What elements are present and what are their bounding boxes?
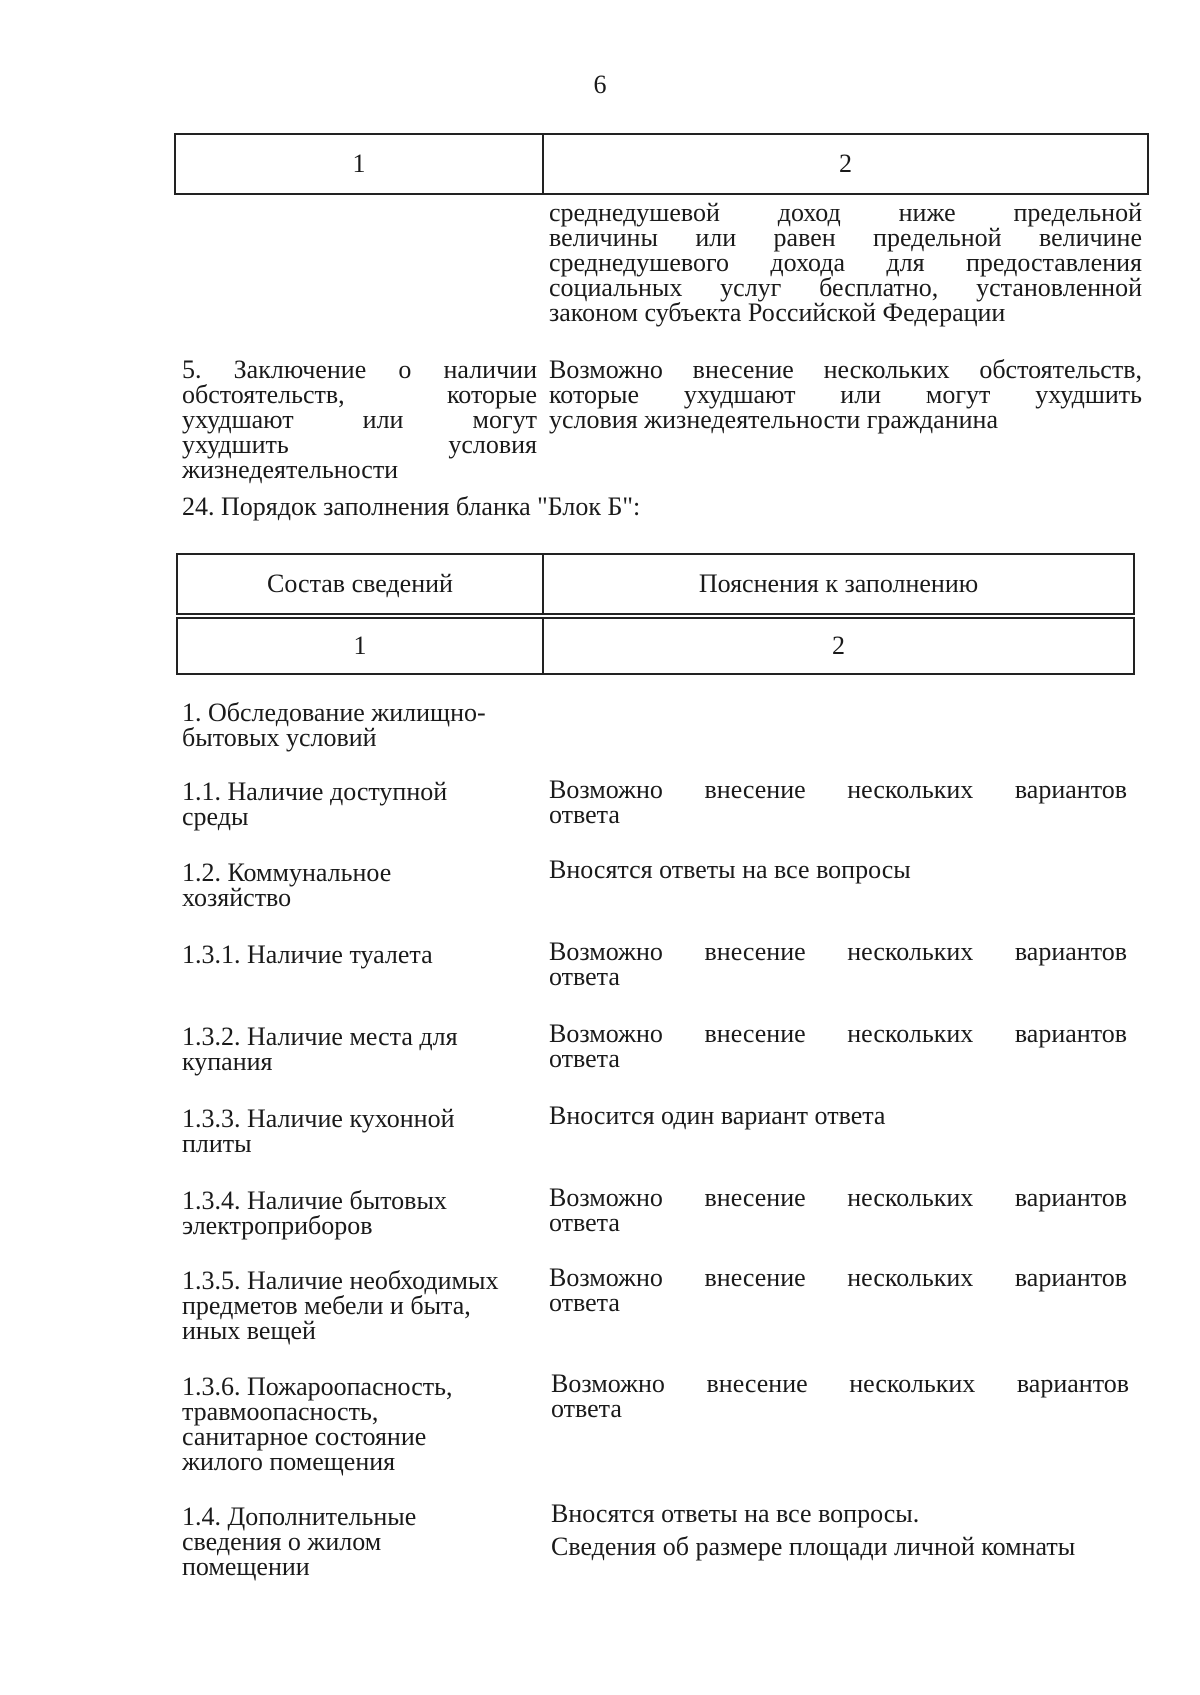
text-line: жизнедеятельности bbox=[182, 455, 399, 484]
text-line: хозяйство bbox=[182, 883, 292, 912]
text-line: купания bbox=[182, 1047, 273, 1076]
block-b-col2-title: Пояснения к заполнению bbox=[698, 569, 979, 598]
text-line: Возможно внесение нескольких вариантов bbox=[549, 1263, 1127, 1292]
block-b-col2-number-cell bbox=[542, 617, 1135, 675]
text-line: обстоятельств, которые bbox=[182, 380, 537, 409]
text-line: Вносятся ответы на все вопросы. bbox=[551, 1499, 920, 1528]
text-line: Вносится один вариант ответа bbox=[549, 1101, 886, 1130]
text-line: 5. Заключение о наличии bbox=[182, 355, 537, 384]
row-explanation bbox=[549, 1021, 1127, 1071]
row-explanation bbox=[549, 1103, 1127, 1128]
block-b-col1-title: Состав сведений bbox=[267, 569, 453, 598]
text-line: жилого помещения bbox=[182, 1447, 396, 1476]
section-heading: 24. Порядок заполнения бланка "Блок Б": bbox=[182, 492, 641, 521]
text-line: среднедушевой доход ниже предельной bbox=[549, 198, 1142, 227]
text-line: 1.2. Коммунальное bbox=[182, 858, 392, 887]
text-line: 1.3.6. Пожароопасность, bbox=[182, 1372, 453, 1401]
top-table-col1-number: 1 bbox=[352, 149, 366, 178]
row-label bbox=[182, 1106, 542, 1156]
text-line: Возможно внесение нескольких вариантов bbox=[549, 775, 1127, 804]
top-table-col2-header bbox=[542, 133, 1149, 195]
text-line: законом субъекта Российской Федерации bbox=[549, 298, 1006, 327]
row-label bbox=[182, 942, 542, 967]
text-line: 1.3.1. Наличие туалета bbox=[182, 940, 433, 969]
row-explanation bbox=[551, 1371, 1129, 1421]
text-line: социальных услуг бесплатно, установленной bbox=[549, 273, 1142, 302]
text-line: условия жизнедеятельности гражданина bbox=[549, 405, 998, 434]
row5-left-cell bbox=[182, 357, 537, 482]
text-line: ответа bbox=[549, 1288, 620, 1317]
block-b-col1-header bbox=[176, 553, 544, 615]
text-line: Сведения об размере площади личной комнаты bbox=[551, 1532, 1076, 1561]
text-line: ответа bbox=[551, 1394, 622, 1423]
text-line: 1. Обследование жилищно- bbox=[182, 698, 486, 727]
text-line: электроприборов bbox=[182, 1211, 373, 1240]
text-line: Возможно внесение нескольких вариантов bbox=[549, 937, 1127, 966]
top-table-col1-header bbox=[174, 133, 544, 195]
text-line: Возможно внесение нескольких обстоятельств, bbox=[549, 355, 1142, 384]
text-line: ответа bbox=[549, 800, 620, 829]
row-label bbox=[182, 1268, 544, 1343]
page-number: 6 bbox=[593, 70, 607, 99]
row-label bbox=[182, 1188, 542, 1238]
row-explanation bbox=[549, 1265, 1127, 1315]
row5-right-cell bbox=[549, 357, 1142, 432]
text-line: Возможно внесение нескольких вариантов bbox=[549, 1019, 1127, 1048]
row-label bbox=[182, 1024, 542, 1074]
block-b-col1-number: 1 bbox=[353, 631, 367, 660]
text-line: 1.1. Наличие доступной bbox=[182, 777, 448, 806]
row-explanation bbox=[549, 777, 1127, 827]
text-line: 1.3.3. Наличие кухонной bbox=[182, 1104, 455, 1133]
row-label bbox=[182, 779, 542, 829]
text-line: помещении bbox=[182, 1552, 310, 1581]
text-line: иных вещей bbox=[182, 1316, 316, 1345]
row-label bbox=[182, 1374, 542, 1474]
text-line: среднедушевого дохода для предоставления bbox=[549, 248, 1142, 277]
text-line: ответа bbox=[549, 962, 620, 991]
text-line: Возможно внесение нескольких вариантов bbox=[549, 1183, 1127, 1212]
row-label bbox=[182, 1504, 542, 1579]
text-line: травмоопасность, bbox=[182, 1397, 379, 1426]
top-table-col2-number: 2 bbox=[839, 149, 852, 178]
text-line: 1.3.2. Наличие места для bbox=[182, 1022, 458, 1051]
text-line: 1.4. Дополнительные bbox=[182, 1502, 417, 1531]
text-line: ответа bbox=[549, 1208, 620, 1237]
text-line: ухудшить условия bbox=[182, 430, 537, 459]
block-b-col2-header bbox=[542, 553, 1135, 615]
text-line: среды bbox=[182, 802, 249, 831]
row-label bbox=[182, 860, 542, 910]
text-line: 1.3.5. Наличие необходимых bbox=[182, 1266, 499, 1295]
text-line: величины или равен предельной величине bbox=[549, 223, 1142, 252]
row-label bbox=[182, 700, 542, 750]
continued-explanation bbox=[549, 200, 1142, 325]
text-line: ухудшают или могут bbox=[182, 405, 537, 434]
text-line: плиты bbox=[182, 1129, 252, 1158]
text-line: 1.3.4. Наличие бытовых bbox=[182, 1186, 447, 1215]
block-b-col2-number: 2 bbox=[832, 631, 845, 660]
text-line: бытовых условий bbox=[182, 723, 377, 752]
text-line: предметов мебели и быта, bbox=[182, 1291, 471, 1320]
row-explanation bbox=[549, 1185, 1127, 1235]
text-line: сведения о жилом bbox=[182, 1527, 382, 1556]
text-line: Вносятся ответы на все вопросы bbox=[549, 855, 911, 884]
row-explanation bbox=[549, 939, 1127, 989]
text-line: ответа bbox=[549, 1044, 620, 1073]
block-b-col1-number-cell bbox=[176, 617, 544, 675]
row-explanation bbox=[549, 857, 1127, 882]
text-line: Возможно внесение нескольких вариантов bbox=[551, 1369, 1129, 1398]
text-line: которые ухудшают или могут ухудшить bbox=[549, 380, 1142, 409]
text-line: санитарное состояние bbox=[182, 1422, 427, 1451]
row-explanation bbox=[551, 1501, 1136, 1559]
